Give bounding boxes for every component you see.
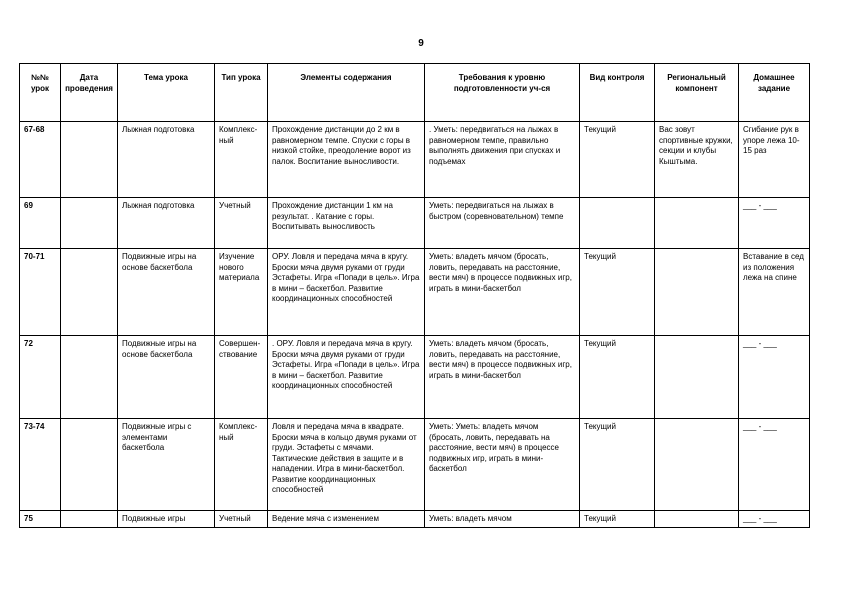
cell-regional-component xyxy=(655,249,739,336)
cell-topic: Подвижные игры на основе баскетбола xyxy=(118,336,215,419)
cell-regional-component xyxy=(655,336,739,419)
cell-content-elements: Ловля и передача мяча в квадрате. Броски мяча в кольцо двумя руками от груди. Эстафеты с мячами. Тактические действия в защите и в нападении. Игра в мини-баскетбол. Развитие координационных способностей xyxy=(268,419,425,511)
cell-lesson-type: Учетный xyxy=(215,511,268,528)
cell-regional-component xyxy=(655,511,739,528)
cell-control-type: Текущий xyxy=(580,511,655,528)
cell-homework: ___ - ___ xyxy=(739,336,810,419)
table-row xyxy=(20,249,810,336)
cell-date xyxy=(61,336,118,419)
cell-topic: Подвижные игры xyxy=(118,511,215,528)
header-topic: Тема урока xyxy=(118,64,215,122)
cell-requirements: . Уметь: передвигаться на лыжах в равномерном темпе, правильно выполнять движения при спусках и подъемах xyxy=(425,122,580,198)
cell-content-elements: Прохождение дистанции 1 км на результат. . Катание с горы. Воспитывать выносливость xyxy=(268,198,425,249)
header-control-type: Вид контроля xyxy=(580,64,655,122)
cell-homework: Вставание в сед из положения лежа на спине xyxy=(739,249,810,336)
cell-requirements: Уметь: владеть мячом (бросать, ловить, передавать на расстояние, вести мяч) в процессе подвижных игр, играть в мини-баскетбол xyxy=(425,336,580,419)
cell-regional-component: Вас зовут спортивные кружки, секции и клубы Кыштыма. xyxy=(655,122,739,198)
cell-regional-component xyxy=(655,419,739,511)
cell-date xyxy=(61,249,118,336)
cell-regional-component xyxy=(655,198,739,249)
cell-requirements: Уметь: владеть мячом (бросать, ловить, передавать на расстояние, вести мяч) в процессе подвижных игр, играть в мини-баскетбол xyxy=(425,249,580,336)
lesson-plan-table xyxy=(19,63,810,528)
cell-control-type: Текущий xyxy=(580,249,655,336)
cell-lesson-number: 75 xyxy=(20,511,61,528)
table-row xyxy=(20,198,810,249)
cell-lesson-type: Совершен-ствование xyxy=(215,336,268,419)
cell-lesson-type: Изучение нового материала xyxy=(215,249,268,336)
cell-topic: Подвижные игры с элементами баскетбола xyxy=(118,419,215,511)
cell-lesson-number: 69 xyxy=(20,198,61,249)
cell-homework: ___ - ___ xyxy=(739,198,810,249)
cell-requirements: Уметь: владеть мячом xyxy=(425,511,580,528)
cell-date xyxy=(61,419,118,511)
cell-lesson-number: 73-74 xyxy=(20,419,61,511)
page-number: 9 xyxy=(418,38,424,49)
cell-content-elements: Прохождение дистанции до 2 км в равномерном темпе. Спуски с горы в низкой стойке, преодоление ворот из палок. Воспитание выносливости. xyxy=(268,122,425,198)
cell-control-type: Текущий xyxy=(580,419,655,511)
cell-lesson-number: 67-68 xyxy=(20,122,61,198)
cell-requirements: Уметь: Уметь: владеть мячом (бросать, ловить, передавать на расстояние, вести мяч) в процессе подвижных игр, играть в мини-баскетбол xyxy=(425,419,580,511)
cell-topic: Лыжная подготовка xyxy=(118,122,215,198)
cell-lesson-number: 72 xyxy=(20,336,61,419)
cell-lesson-type: Учетный xyxy=(215,198,268,249)
cell-content-elements: Ведение мяча с изменением xyxy=(268,511,425,528)
table-row xyxy=(20,122,810,198)
cell-homework: ___ - ___ xyxy=(739,419,810,511)
cell-content-elements: . ОРУ. Ловля и передача мяча в кругу. Броски мяча двумя руками от груди Эстафеты. Игра «Попади в цель». Игра в мини – баскетбол. Развитие координационных способностей xyxy=(268,336,425,419)
table-row xyxy=(20,511,810,528)
header-content-elements: Элементы содержания xyxy=(268,64,425,122)
cell-lesson-type: Комплекс-ный xyxy=(215,419,268,511)
cell-control-type xyxy=(580,198,655,249)
cell-date xyxy=(61,122,118,198)
header-date: Дата проведения xyxy=(61,64,118,122)
cell-date xyxy=(61,511,118,528)
cell-date xyxy=(61,198,118,249)
header-requirements: Требования к уровню подготовленности уч-ся xyxy=(425,64,580,122)
table-row xyxy=(20,419,810,511)
cell-topic: Подвижные игры на основе баскетбола xyxy=(118,249,215,336)
table-header-row xyxy=(20,64,810,122)
cell-homework: Сгибание рук в упоре лежа 10-15 раз xyxy=(739,122,810,198)
header-lesson-number: №№ урок xyxy=(20,64,61,122)
table-row xyxy=(20,336,810,419)
cell-control-type: Текущий xyxy=(580,336,655,419)
header-lesson-type: Тип урока xyxy=(215,64,268,122)
cell-requirements: Уметь: передвигаться на лыжах в быстром (соревновательном) темпе xyxy=(425,198,580,249)
cell-topic: Лыжная подготовка xyxy=(118,198,215,249)
header-homework: Домашнее задание xyxy=(739,64,810,122)
header-regional-component: Региональный компонент xyxy=(655,64,739,122)
cell-lesson-number: 70-71 xyxy=(20,249,61,336)
cell-control-type: Текущий xyxy=(580,122,655,198)
cell-content-elements: ОРУ. Ловля и передача мяча в кругу. Броски мяча двумя руками от груди Эстафеты. Игра «Попади в цель». Игра в мини – баскетбол. Развитие координационных способностей xyxy=(268,249,425,336)
cell-homework: ___ - ___ xyxy=(739,511,810,528)
cell-lesson-type: Комплекс-ный xyxy=(215,122,268,198)
